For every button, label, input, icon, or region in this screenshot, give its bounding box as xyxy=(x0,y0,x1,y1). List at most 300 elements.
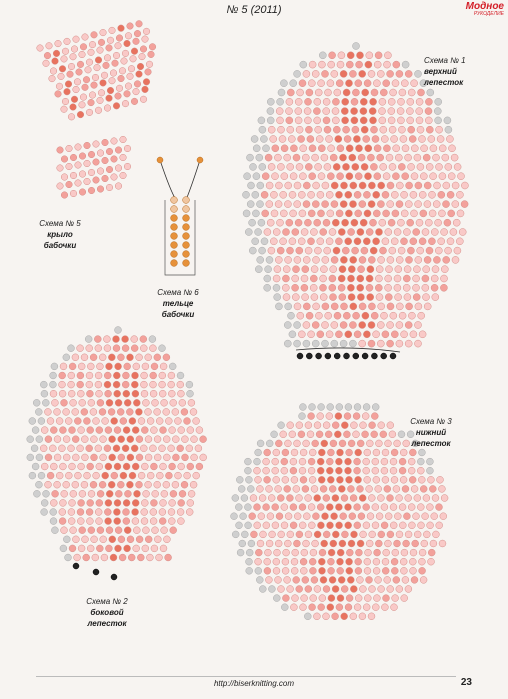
bead xyxy=(314,247,321,254)
bead xyxy=(68,372,75,379)
bead xyxy=(249,163,256,170)
bead xyxy=(391,238,398,245)
bead xyxy=(63,436,70,443)
bead xyxy=(79,153,86,160)
bead xyxy=(305,531,312,538)
bead xyxy=(294,70,301,77)
bead xyxy=(184,472,191,479)
bead xyxy=(62,98,69,105)
bead xyxy=(382,449,389,456)
bead xyxy=(232,531,239,538)
bead xyxy=(378,108,385,115)
bead xyxy=(159,518,166,525)
bead xyxy=(124,363,131,370)
bead xyxy=(440,513,447,520)
bead xyxy=(282,567,289,574)
bead xyxy=(280,191,287,198)
bead xyxy=(382,558,389,565)
bead xyxy=(324,126,331,133)
bead xyxy=(302,266,309,273)
bead xyxy=(443,182,450,189)
bead xyxy=(387,256,394,263)
bead xyxy=(439,145,446,152)
bead xyxy=(140,46,147,53)
bead xyxy=(314,495,321,502)
bead xyxy=(250,531,257,538)
bead xyxy=(396,182,403,189)
bead xyxy=(154,436,161,443)
bead xyxy=(301,275,308,282)
bead xyxy=(281,504,288,511)
bead xyxy=(392,173,399,180)
bead xyxy=(59,427,66,434)
bead xyxy=(368,70,375,77)
bead xyxy=(260,135,267,142)
bead xyxy=(370,163,377,170)
caption-scheme-1-line3: лепесток xyxy=(424,78,464,87)
bead xyxy=(84,178,91,185)
bead xyxy=(324,89,331,96)
bead xyxy=(272,504,279,511)
bead xyxy=(280,431,287,438)
bead xyxy=(57,147,64,154)
bead xyxy=(359,340,366,347)
bead xyxy=(415,303,422,310)
bead xyxy=(107,87,114,94)
bead xyxy=(355,210,362,217)
bead xyxy=(369,531,376,538)
bead xyxy=(333,247,340,254)
footer-url[interactable]: http://biserknitting.com xyxy=(213,679,295,688)
bead xyxy=(352,247,359,254)
bead xyxy=(231,513,238,520)
bead xyxy=(73,86,80,93)
bead xyxy=(262,210,269,217)
bead xyxy=(303,70,310,77)
bead xyxy=(376,294,383,301)
bead xyxy=(424,303,431,310)
bead xyxy=(439,540,446,547)
bead xyxy=(302,576,309,583)
bead xyxy=(113,336,120,343)
bead xyxy=(132,499,139,506)
bead xyxy=(403,284,410,291)
bead xyxy=(61,490,68,497)
bead xyxy=(318,604,325,611)
bead xyxy=(325,135,332,142)
bead xyxy=(284,154,291,161)
bead xyxy=(400,449,407,456)
bead xyxy=(87,427,94,434)
bead xyxy=(114,390,121,397)
bead xyxy=(381,353,387,359)
bead xyxy=(354,238,361,245)
bead xyxy=(259,586,266,593)
bead xyxy=(70,172,77,179)
bead xyxy=(303,440,310,447)
bead xyxy=(415,182,422,189)
bead xyxy=(335,458,342,465)
bead xyxy=(79,51,86,58)
bead xyxy=(346,476,353,483)
bead xyxy=(312,340,319,347)
bead xyxy=(349,340,356,347)
bead xyxy=(133,88,140,95)
bead xyxy=(401,549,408,556)
bead xyxy=(36,454,43,461)
bead xyxy=(131,48,138,55)
bead xyxy=(425,219,432,226)
bead xyxy=(322,201,329,208)
bead xyxy=(131,445,138,452)
bead xyxy=(317,504,324,511)
bead xyxy=(373,238,380,245)
bead xyxy=(64,38,71,45)
bead xyxy=(323,531,330,538)
caption-scheme-3-title: Схема № 3 xyxy=(410,417,452,426)
bead xyxy=(431,284,438,291)
bead xyxy=(311,294,318,301)
bead xyxy=(305,247,312,254)
bead xyxy=(338,228,345,235)
bead xyxy=(97,47,104,54)
bead xyxy=(355,476,362,483)
bead xyxy=(132,427,139,434)
bead xyxy=(161,527,168,534)
bead xyxy=(79,399,86,406)
bead xyxy=(93,472,100,479)
bead xyxy=(274,266,281,273)
bead xyxy=(91,536,98,543)
bead xyxy=(300,558,307,565)
bead xyxy=(177,390,184,397)
bead xyxy=(140,445,147,452)
bead xyxy=(92,554,99,561)
bead xyxy=(124,545,131,552)
bead xyxy=(79,527,86,534)
bead xyxy=(352,89,359,96)
bead xyxy=(117,481,124,488)
bead xyxy=(362,353,368,359)
bead xyxy=(168,390,175,397)
bead xyxy=(77,111,84,118)
bead xyxy=(282,275,289,282)
bead xyxy=(372,404,379,411)
bead xyxy=(310,284,317,291)
bead xyxy=(282,595,289,602)
bead xyxy=(68,509,75,516)
bead xyxy=(338,52,345,59)
bead xyxy=(375,440,382,447)
bead xyxy=(303,513,310,520)
bead xyxy=(291,567,298,574)
bead xyxy=(284,321,291,328)
bead xyxy=(131,336,138,343)
bead xyxy=(63,454,70,461)
bead xyxy=(81,436,88,443)
bead xyxy=(295,108,302,115)
bead xyxy=(120,418,127,425)
bead xyxy=(434,108,441,115)
bead xyxy=(341,422,348,429)
bead xyxy=(335,467,342,474)
bead xyxy=(345,522,352,529)
bead xyxy=(183,233,190,240)
bead xyxy=(302,154,309,161)
bead xyxy=(394,275,401,282)
bead xyxy=(350,256,357,263)
bead xyxy=(305,586,312,593)
bead xyxy=(150,372,157,379)
bead xyxy=(80,44,87,51)
bead xyxy=(139,53,146,60)
bead xyxy=(95,372,102,379)
bead xyxy=(350,303,357,310)
bead xyxy=(345,604,352,611)
bead xyxy=(347,485,354,492)
bead xyxy=(427,89,434,96)
bead xyxy=(288,135,295,142)
bead xyxy=(426,163,433,170)
bead xyxy=(351,531,358,538)
bead xyxy=(257,182,264,189)
bead xyxy=(104,381,111,388)
bead xyxy=(273,595,280,602)
bead xyxy=(74,554,81,561)
bead xyxy=(95,107,102,114)
bead xyxy=(236,476,243,483)
bead xyxy=(96,463,103,470)
bead xyxy=(284,576,291,583)
bead xyxy=(112,60,119,67)
bead xyxy=(113,381,120,388)
bead xyxy=(123,509,130,516)
bead xyxy=(417,504,424,511)
bead xyxy=(169,427,176,434)
bead xyxy=(354,331,361,338)
bead xyxy=(186,445,193,452)
bead xyxy=(281,467,288,474)
bead xyxy=(373,595,380,602)
bead xyxy=(131,381,138,388)
bead xyxy=(181,436,188,443)
bead xyxy=(370,98,377,105)
bead xyxy=(368,256,375,263)
bead xyxy=(111,138,118,145)
bead xyxy=(377,154,384,161)
bead xyxy=(72,481,79,488)
bead xyxy=(35,481,42,488)
bead xyxy=(429,485,436,492)
bead xyxy=(378,586,385,593)
bead xyxy=(303,256,310,263)
bead xyxy=(387,422,394,429)
bead xyxy=(316,135,323,142)
bead xyxy=(323,98,330,105)
bead xyxy=(46,43,53,50)
bead xyxy=(120,136,127,143)
bead xyxy=(433,256,440,263)
bead xyxy=(150,427,157,434)
bead xyxy=(266,256,273,263)
bead xyxy=(131,98,138,105)
bead xyxy=(392,210,399,217)
bead xyxy=(457,210,464,217)
caption-scheme-1-line2: верхний xyxy=(424,67,457,76)
bead xyxy=(86,381,93,388)
bead xyxy=(361,163,368,170)
bead xyxy=(123,463,130,470)
bead xyxy=(394,540,401,547)
bead xyxy=(309,145,316,152)
bead xyxy=(68,345,75,352)
bead xyxy=(249,247,256,254)
bead xyxy=(160,427,167,434)
bead xyxy=(124,91,131,98)
bead xyxy=(308,467,315,474)
bead xyxy=(87,499,94,506)
bead xyxy=(246,567,253,574)
bead xyxy=(390,89,397,96)
bead xyxy=(379,117,386,124)
bead xyxy=(332,495,339,502)
bead xyxy=(343,431,350,438)
bead xyxy=(378,303,385,310)
bead xyxy=(171,242,178,249)
bead xyxy=(271,431,278,438)
bead xyxy=(284,340,291,347)
bead xyxy=(290,173,297,180)
bead xyxy=(305,126,312,133)
bead xyxy=(324,163,331,170)
bead xyxy=(150,518,157,525)
bead xyxy=(311,266,318,273)
bead xyxy=(369,108,376,115)
bead xyxy=(402,576,409,583)
bead xyxy=(106,490,113,497)
bead xyxy=(354,467,361,474)
bead xyxy=(280,238,287,245)
bead xyxy=(330,540,337,547)
caption-scheme-2-line2: боковой xyxy=(90,608,124,617)
bead xyxy=(125,83,132,90)
antenna-thread xyxy=(160,160,200,200)
bead xyxy=(401,210,408,217)
caption-scheme-5-title: Схема № 5 xyxy=(39,219,81,228)
bead xyxy=(289,191,296,198)
bead xyxy=(132,390,139,397)
bead xyxy=(322,513,329,520)
bead xyxy=(279,135,286,142)
bead xyxy=(368,495,375,502)
bead xyxy=(329,294,336,301)
bead xyxy=(59,372,66,379)
bead xyxy=(106,166,113,173)
bead xyxy=(317,210,324,217)
bead xyxy=(387,531,394,538)
bead xyxy=(94,336,101,343)
bead xyxy=(285,513,292,520)
bead xyxy=(386,154,393,161)
bead xyxy=(401,331,408,338)
bead xyxy=(357,540,364,547)
bead xyxy=(59,499,66,506)
bead xyxy=(127,23,134,30)
bead xyxy=(397,117,404,124)
bead xyxy=(417,467,424,474)
bead xyxy=(419,191,426,198)
bead xyxy=(142,36,149,43)
bead xyxy=(412,540,419,547)
bead xyxy=(106,363,113,370)
bead xyxy=(397,108,404,115)
bead xyxy=(77,381,84,388)
bead xyxy=(140,381,147,388)
bead xyxy=(95,445,102,452)
bead xyxy=(331,321,338,328)
bead xyxy=(340,321,347,328)
bead xyxy=(84,142,91,149)
bead xyxy=(404,294,411,301)
bead xyxy=(172,454,179,461)
bead xyxy=(382,238,389,245)
bead xyxy=(379,219,386,226)
bead xyxy=(77,390,84,397)
bead xyxy=(396,201,403,208)
bead xyxy=(300,476,307,483)
bead xyxy=(312,70,319,77)
bead xyxy=(312,201,319,208)
bead xyxy=(242,191,249,198)
bead xyxy=(411,173,418,180)
bead xyxy=(399,458,406,465)
bead xyxy=(122,100,129,107)
bead xyxy=(241,531,248,538)
bead xyxy=(88,169,95,176)
bead xyxy=(323,613,330,620)
bead xyxy=(299,458,306,465)
bead xyxy=(183,260,190,267)
bead xyxy=(254,467,261,474)
bead xyxy=(408,522,415,529)
bead xyxy=(102,157,109,164)
bead xyxy=(377,495,384,502)
bead xyxy=(168,381,175,388)
bead xyxy=(404,266,411,273)
bead xyxy=(284,540,291,547)
bead xyxy=(409,476,416,483)
bead xyxy=(135,408,142,415)
bead xyxy=(359,256,366,263)
bead xyxy=(97,399,104,406)
bead xyxy=(264,567,271,574)
bead xyxy=(322,303,329,310)
bead xyxy=(390,312,397,319)
bead xyxy=(298,431,305,438)
bead xyxy=(145,408,152,415)
bead xyxy=(116,35,123,42)
bead xyxy=(292,228,299,235)
bead xyxy=(389,431,396,438)
bead xyxy=(349,154,356,161)
bead xyxy=(165,554,172,561)
bead xyxy=(424,256,431,263)
bead xyxy=(88,490,95,497)
bead xyxy=(123,427,130,434)
bead xyxy=(320,294,327,301)
bead xyxy=(383,595,390,602)
bead xyxy=(377,321,384,328)
